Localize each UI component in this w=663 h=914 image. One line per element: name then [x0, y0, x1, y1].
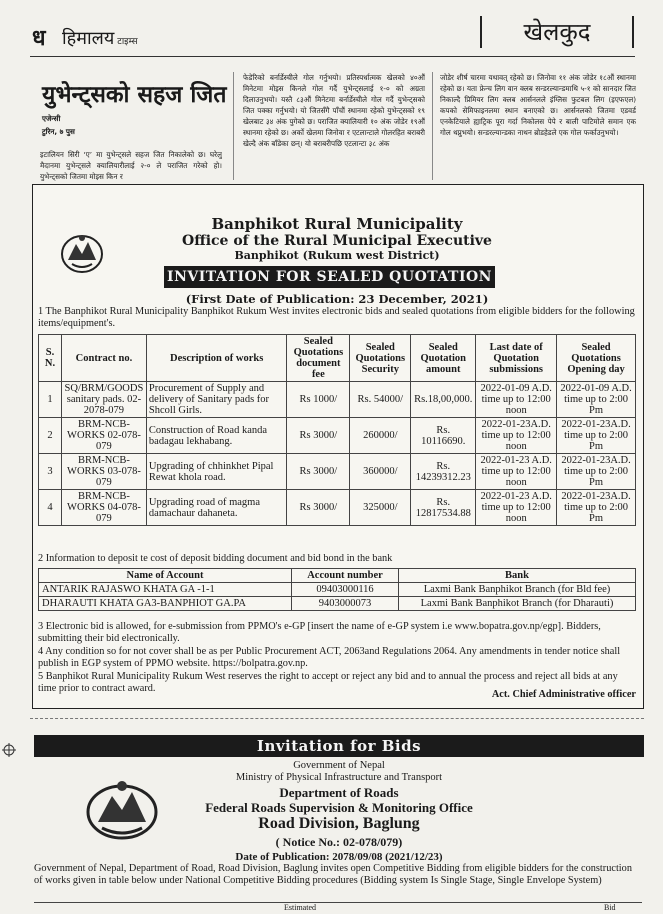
table-row: [39, 382, 636, 418]
col-header: Bank: [399, 569, 636, 583]
col-header: Name of Account: [39, 569, 292, 583]
col-header: Contract no.: [61, 335, 146, 382]
col-header: Description of works: [146, 335, 286, 382]
divider: [30, 718, 644, 719]
bids-notice-no: ( Notice No.: 02-078/079): [275, 835, 403, 849]
col-header: Sealed Quotations Security: [350, 335, 411, 382]
cell-sn: 4: [39, 490, 62, 526]
col-header: Account number: [292, 569, 399, 583]
cell-contract: BRM-NCB-WORKS 03-078-079: [61, 454, 146, 490]
para-1: 1 The Banphikot Rural Municipality Banphikot Rukum West invites electronic bids and sealed quotations from eligible bidders for the following items/equipment's.: [38, 306, 635, 329]
tender-org: Banphikot Rural Municipality: [211, 215, 463, 233]
cell-opening: 2022-01-09 A.D. time up to 2:00 Pm: [557, 382, 636, 418]
cell-last-date: 2022-01-09 A.D. time up to 12:00 noon: [476, 382, 557, 418]
cell-fee: Rs 3000/: [287, 490, 350, 526]
cell-opening: 2022-01-23A.D. time up to 2:00 Pm: [557, 418, 636, 454]
table-row: [39, 597, 636, 611]
cell-desc: Procurement of Supply and delivery of Sanitary pads for Shcoll Girls.: [146, 382, 286, 418]
cell-last-date: 2022-01-23A.D. time up to 12:00 noon: [476, 418, 557, 454]
cell-amount: Rs. 12817534.88: [411, 490, 476, 526]
article-column-2: फेडेरिको बर्नार्डेस्चीले गोल गर्नुभयो। प्रतिस्पर्धात्मक खेलको ४०औं मिनेटमा मोइस किनले गोल गर्दै युभेन्ट्सलाई १-० को अग्रता दिलाउनुभयो। यस्तै ८३औं मिनेटमा बर्नार्डेस्चीले गोल गर्दै युभेन्ट्सको जित पक्का गर्नुभयो। यो जितसँगै पाँचौं स्थानमा रहेको युभेन्ट्सको १९ खेलबाट ३४ अंक पुगेको छ। पराजित क्यालियारी १० अंक जोडेर १९औं स्थानमा रहेको छ। अर्को खेलमा जिनोवा र एटलान्टाले गोलरहित बराबरी खेल्दै अंक बाँडेका छन्। यो बराबरीपछि एटलान्टा ३८ अंक: [243, 73, 425, 148]
cell-amount: Rs.18,00,000.: [411, 382, 476, 418]
cell-contract: BRM-NCB-WORKS 02-078-079: [61, 418, 146, 454]
col-header: Bid: [604, 903, 616, 912]
cell-last-date: 2022-01-23 A.D. time up to 12:00 noon: [476, 490, 557, 526]
cell-desc: Upgrading road of magma damachaur dahaneta.: [146, 490, 286, 526]
cell-bank: Laxmi Bank Banphikot Branch (for Dharauti): [399, 597, 636, 611]
col-header: Last date of Quotation submissions: [476, 335, 557, 382]
article-headline: युभेन्ट्सको सहज जित: [42, 82, 227, 108]
cell-last-date: 2022-01-23 A.D. time up to 12:00 noon: [476, 454, 557, 490]
bids-office: Federal Roads Supervision & Monitoring Office: [205, 800, 473, 815]
col-header: Sealed Quotation amount: [411, 335, 476, 382]
col-header: Estimated: [284, 903, 316, 912]
col-header: Sealed Quotations Opening day: [557, 335, 636, 382]
cell-security: Rs. 54000/: [350, 382, 411, 418]
column-divider: [432, 72, 433, 180]
article-column-1: इटालियन सिरी ‘ए’ मा युभेन्ट्सले सहज जित निकालेको छ। घरेलु मैदानमा युभेन्ट्सले क्यालियारीलाई २-० ले पराजित गरेको हो। युभेन्ट्सको जितमा मोइस किन र: [40, 150, 222, 181]
article-byline: एजेन्सी: [42, 114, 61, 123]
cell-fee: Rs 3000/: [287, 454, 350, 490]
cell-account-name: DHARAUTI KHATA GA3-BANPHIOT GA.PA: [39, 597, 292, 611]
newspaper-logo-icon: ध: [32, 26, 46, 51]
cell-security: 260000/: [350, 418, 411, 454]
cell-account-number: 09403000116: [292, 583, 399, 597]
cell-account-number: 9403000073: [292, 597, 399, 611]
quotation-table: [38, 334, 636, 526]
column-divider: [233, 72, 234, 180]
cell-sn: 3: [39, 454, 62, 490]
account-table: [38, 568, 636, 611]
table-header-row: [39, 569, 636, 583]
cell-opening: 2022-01-23A.D. time up to 2:00 Pm: [557, 490, 636, 526]
col-header: Sealed Quotations document fee: [287, 335, 350, 382]
cell-fee: Rs 1000/: [287, 382, 350, 418]
para-4: 4 Any condition so for not cover shall be as per Public Procurement ACT, 2063and Regulations 2064. Any amendments in tender notice shall publish in EGP system of PPMO website. https://bolpatra.gov.np.: [38, 646, 621, 669]
cell-fee: Rs 3000/: [287, 418, 350, 454]
bids-dept: Department of Roads: [279, 785, 399, 800]
cell-amount: Rs. 10116690.: [411, 418, 476, 454]
cell-desc: Construction of Road kanda badagau lekhabang.: [146, 418, 286, 454]
col-header: S. N.: [39, 335, 62, 382]
bids-body: Government of Nepal, Department of Road, Road Division, Baglung invites open Competitive Bidding from eligible bidders for the construction of works given in table below under National Competitive Bidding procedures (Bidding system Is Single Stage, Single Envelope System): [34, 863, 632, 886]
table-header-row: [39, 335, 636, 382]
cell-security: 325000/: [350, 490, 411, 526]
cell-sn: 2: [39, 418, 62, 454]
cell-amount: Rs. 14239312.23: [411, 454, 476, 490]
tender-office: Office of the Rural Municipal Executive: [182, 233, 492, 249]
signoff: Act. Chief Administrative officer: [491, 689, 636, 700]
table-row: [39, 583, 636, 597]
bids-ministry: Ministry of Physical Infrastructure and Transport: [235, 772, 443, 783]
article-column-3: जोडेर शीर्ष चारमा यथावत् रहेको छ। जिनोवा ११ अंक जोडेर १८औं स्थानमा रहेको छ। यता फ्रेन्च लिग वान क्लब सन्डरल्यान्डमाथि ५-१ को सानदार जित निकाल्दै प्रिमियर लिग क्लब आर्सनलले इंग्लिस फुटबल लिग (इएफएल) कपको सेमिफाइनलमा स्थान बनाएको छ। आर्सनलको जितमा एडवर्ड एनकेटियाले ह्याट्रिक पूरा गर्दा निकोलस पेपे र बाली पाटिमोले समान एक गोल थप्नुभयो। सन्डरल्यान्डका नाथन ब्रोडहेडले एक गोल फर्काउनुभयो।: [440, 73, 636, 137]
newspaper-name: हिमालय टाइम्स: [62, 28, 138, 49]
bids-date: Date of Publication: 2078/09/08 (2021/12/23): [235, 851, 443, 863]
cell-contract: SQ/BRM/GOODS sanitary pads. 02-2078-079: [61, 382, 146, 418]
table-row: [39, 418, 636, 454]
para-3: 3 Electronic bid is allowed, for e-submission from PPMO's e-GP [insert the name of e-GP system i.e www.bopatra.gov.np/egp]. Bidders, submitting their bid electronically.: [38, 621, 601, 644]
cell-contract: BRM-NCB-WORKS 04-078-079: [61, 490, 146, 526]
bids-gov: Government of Nepal: [293, 760, 385, 771]
cell-bank: Laxmi Bank Banphikot Branch (for Bld fee): [399, 583, 636, 597]
registration-mark-icon: [2, 743, 16, 757]
cell-opening: 2022-01-23A.D. time up to 2:00 Pm: [557, 454, 636, 490]
cell-desc: Upgrading of chhinkhet Pipal Rewat khola road.: [146, 454, 286, 490]
cell-security: 360000/: [350, 454, 411, 490]
cell-account-name: ANTARIK RAJASWO KHATA GA -1-1: [39, 583, 292, 597]
para-2: 2 Information to deposit te cost of deposit bidding document and bid bond in the bank: [38, 553, 393, 564]
table-row: [39, 490, 636, 526]
tender-banner: INVITATION FOR SEALED QUOTATION: [164, 266, 495, 288]
first-publication-date: (First Date of Publication: 23 December, 2021): [185, 292, 489, 306]
masthead: [0, 0, 663, 64]
tender-location: Banphikot (Rukum west District): [234, 249, 440, 262]
para-5: 5 Banphikot Rural Municipality Rukum West reserves the right to accept or reject any bid and to annual the process and reject all bids at any time prior to contract award.: [38, 671, 618, 694]
section-tag: खेलकुद: [480, 16, 634, 48]
article-dateline: टुरिन, ७ पुस: [42, 127, 75, 136]
cell-sn: 1: [39, 382, 62, 418]
bids-division: Road Division, Baglung: [258, 815, 420, 832]
divider: [30, 56, 635, 57]
bids-banner: Invitation for Bids: [34, 735, 644, 757]
table-row: [39, 454, 636, 490]
